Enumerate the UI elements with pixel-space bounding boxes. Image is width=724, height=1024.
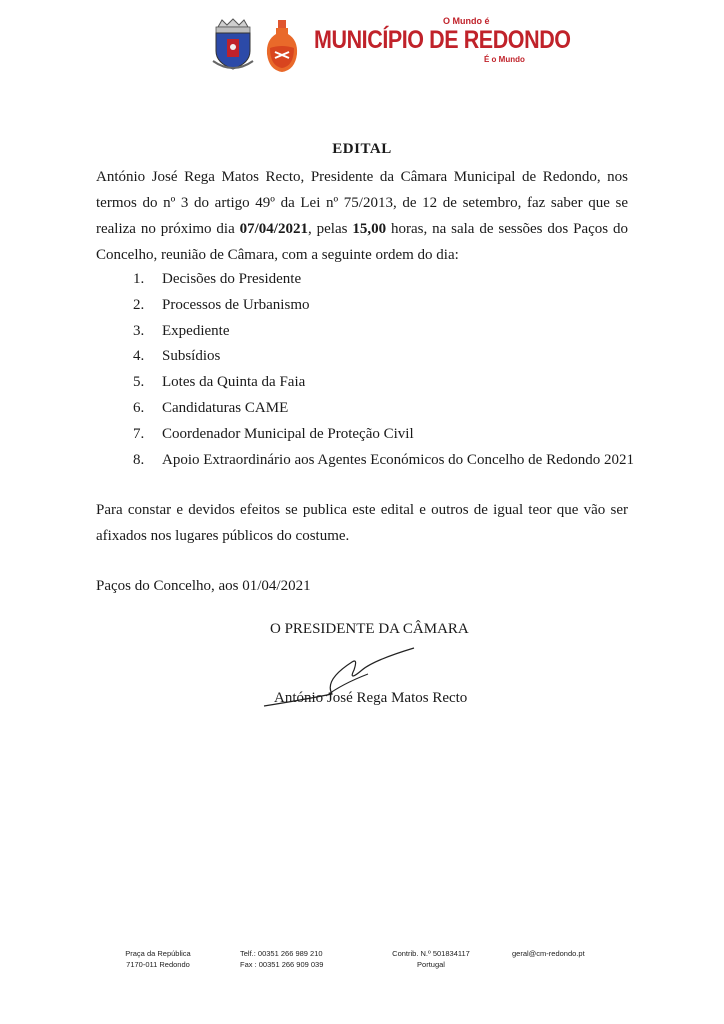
agenda-item: 1. Decisões do Presidente bbox=[133, 271, 302, 287]
meeting-time: 15,00 bbox=[352, 221, 387, 237]
intro-text-3: horas, na sala de sessões dos Paços do Concelho, reunião de Câmara, com a seguinte ordem do dia: bbox=[96, 221, 628, 263]
municipality-name: MUNICÍPIO DE REDONDO bbox=[314, 26, 571, 54]
agenda-list bbox=[133, 267, 634, 473]
amphora-logo-icon bbox=[264, 18, 300, 74]
agenda-item: 8. Apoio Extraordinário aos Agentes Económicos do Concelho de Redondo 2021 bbox=[133, 451, 634, 468]
footer-address: Praça da República 7170-011 Redondo bbox=[125, 949, 191, 969]
closing-paragraph: Para constar e devidos efeitos se publica este edital e outros de igual teor que vão ser afixados nos lugares públicos do costume. bbox=[96, 502, 628, 544]
agenda-item: 7. Coordenador Municipal de Proteção Civil bbox=[133, 425, 414, 442]
footer-email: geral@cm-redondo.pt bbox=[512, 949, 585, 958]
agenda-item: 2. Processos de Urbanismo bbox=[133, 296, 310, 313]
signatory-name: António José Rega Matos Recto bbox=[274, 690, 468, 706]
coat-of-arms-icon bbox=[210, 17, 256, 73]
signatory-title: O PRESIDENTE DA CÂMARA bbox=[270, 621, 469, 637]
brand-tagline-top: O Mundo é bbox=[443, 16, 490, 26]
intro-paragraph bbox=[96, 164, 628, 268]
place-and-date: Paços do Concelho, aos 01/04/2021 bbox=[96, 578, 311, 594]
agenda-item: 3. Expediente bbox=[133, 322, 230, 339]
letterhead bbox=[206, 14, 571, 74]
intro-text-2: , pelas bbox=[307, 221, 353, 237]
brand-tagline-bottom: É o Mundo bbox=[484, 55, 525, 64]
footer-phone-fax: Telf.: 00351 266 989 210 Fax : 00351 266 909 039 bbox=[240, 949, 324, 969]
footer-tax-id: Contrib. N.º 501834117 Portugal bbox=[392, 949, 470, 969]
meeting-date: 07/04/2021 bbox=[239, 221, 308, 237]
agenda-item: 5. Lotes da Quinta da Faia bbox=[133, 374, 306, 391]
agenda-item: 4. Subsídios bbox=[133, 348, 221, 365]
agenda-item: 6. Candidaturas CAME bbox=[133, 399, 289, 416]
document-title: EDITAL bbox=[332, 141, 392, 157]
intro-text-1: António José Rega Matos Recto, Presidente da Câmara Municipal de Redondo, nos termos do nº 3 do artigo 49º da Lei nº 75/2013, de 12 de setembro, faz saber que se realiza no próximo dia bbox=[96, 169, 628, 237]
